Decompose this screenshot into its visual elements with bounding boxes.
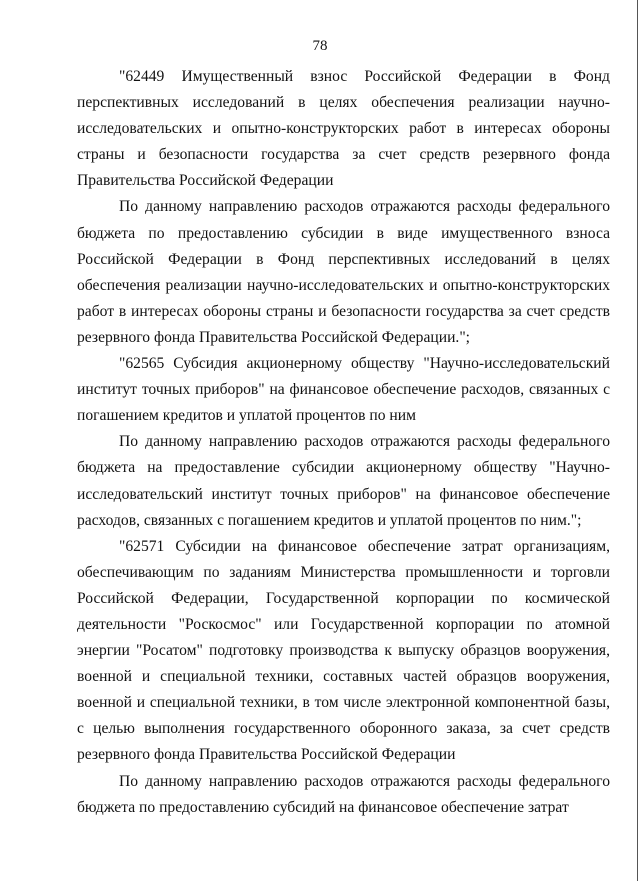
paragraph-62449-description: По данному направлению расходов отражаются расходы федерального бюджета по предоставлению субсидии в виде имущественного взноса Российской Федерации в Фонд перспективных исследований в целях обеспечения реализации научно-исследовательских и опытно-конструкторских работ в интересах обороны страны и безопасности государства за счет средств резервного фонда Правительства Российской Федерации."; xyxy=(77,198,610,346)
document-body xyxy=(77,64,610,821)
paragraph-62565-description: По данному направлению расходов отражаются расходы федерального бюджета на предоставление субсидии акционерному обществу "Научно-исследовательский институт точных приборов" на финансовое обеспечение расходов, связанных с погашением кредитов и уплатой процентов по ним."; xyxy=(77,433,610,529)
paragraph-62565-title: "62565 Субсидия акционерному обществу "Научно-исследовательский институт точных приборов" на финансовое обеспечение расходов, связанных с погашением кредитов и уплатой процентов по ним xyxy=(77,355,610,425)
scan-edge-line xyxy=(637,0,638,881)
paragraph-62571-description: По данному направлению расходов отражаются расходы федерального бюджета по предоставлению субсидий на финансовое обеспечение затрат xyxy=(77,772,610,816)
page-number: 78 xyxy=(312,38,328,54)
paragraph-62449-title: "62449 Имущественный взнос Российской Федерации в Фонд перспективных исследований в целях обеспечения реализации научно-исследовательских и опытно-конструкторских работ в интересах обороны страны и безопасности государства за счет средств резервного фонда Правительства Российской Федерации xyxy=(77,68,610,190)
paragraph-62571-title: "62571 Субсидии на финансовое обеспечение затрат организациям, обеспечивающим по заданиям Министерства промышленности и торговли Российской Федерации, Государственной корпорации по космической деятельности "Роскосмос" или Государственной корпорации по атомной энергии "Росатом" подготовку производства к выпуску образцов вооружения, военной и специальной техники, составных частей образцов вооружения, военной и специальной техники, в том числе электронной компонентной базы, с целью выполнения государственного оборонного заказа, за счет средств резервного фонда Правительства Российской Федерации xyxy=(77,537,610,764)
